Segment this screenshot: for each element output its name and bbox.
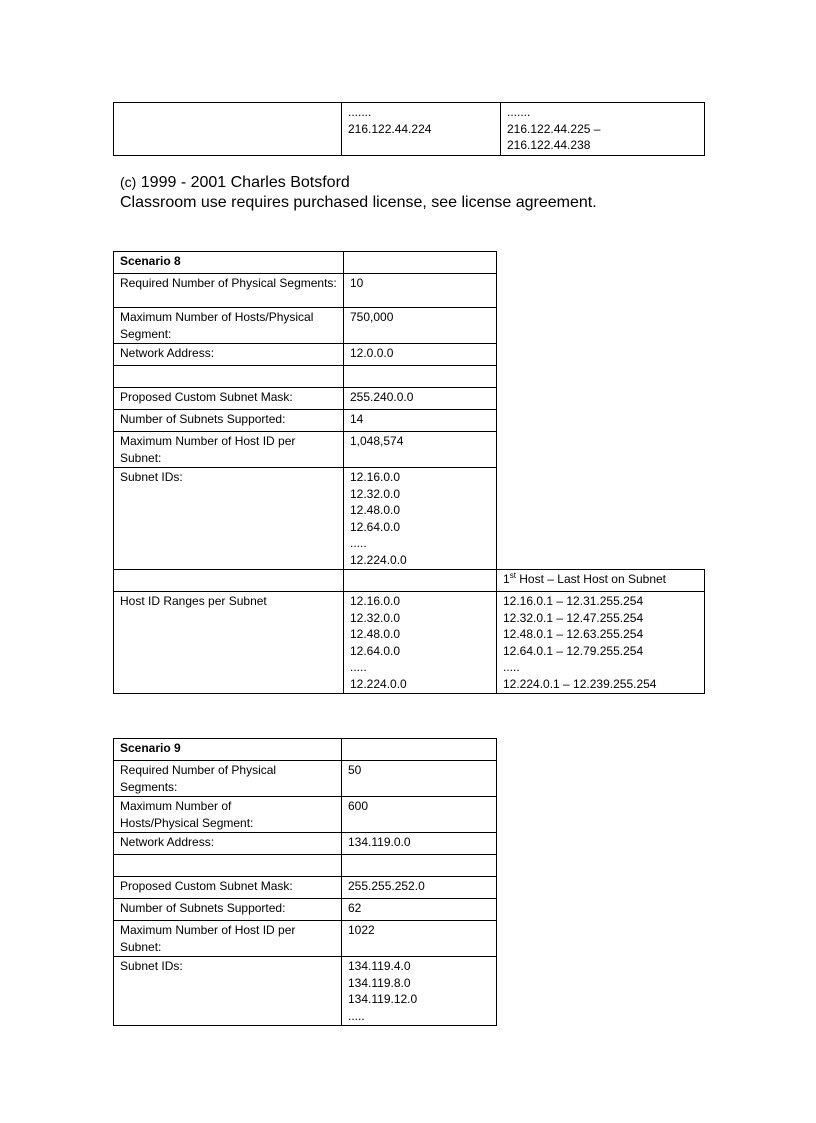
scenario-9-table — [113, 738, 497, 1026]
range-header-text: Host – Last Host on Subnet — [515, 572, 667, 586]
scenario-8-table — [113, 251, 705, 694]
row-value: 255.240.0.0 — [344, 388, 497, 410]
row-value: 12.16.0.0 12.32.0.0 12.48.0.0 12.64.0.0 ..... 12.224.0.0 — [344, 468, 497, 570]
row-label — [114, 366, 344, 388]
row-value: 1022 — [342, 921, 497, 957]
row-label: Subnet IDs: — [114, 468, 344, 570]
top-table-cell-3: ....... 216.122.44.225 – 216.122.44.238 — [501, 103, 705, 156]
scenario-9-title: Scenario 9 — [114, 739, 342, 761]
row-label: Network Address: — [114, 833, 342, 855]
row-label: Maximum Number of Host ID per Subnet: — [114, 432, 344, 468]
scenario-8-blank-area — [497, 252, 705, 570]
row-value: 255.255.252.0 — [342, 877, 497, 899]
range-header-sup: st — [509, 571, 516, 580]
row-value: 12.0.0.0 — [344, 344, 497, 366]
scenario-8-title-value — [344, 252, 497, 274]
row-label: Subnet IDs: — [114, 957, 342, 1026]
row-label: Maximum Number of Hosts/Physical Segment: — [114, 797, 342, 833]
top-continuation-table — [113, 102, 705, 156]
copyright-notice — [120, 172, 597, 213]
row-value: 600 — [342, 797, 497, 833]
row-label: Number of Subnets Supported: — [114, 899, 342, 921]
row-value: 14 — [344, 410, 497, 432]
row-value — [344, 366, 497, 388]
row-value: 1,048,574 — [344, 432, 497, 468]
row-value: 134.119.0.0 — [342, 833, 497, 855]
host-ranges-label: Host ID Ranges per Subnet — [114, 592, 344, 694]
row-label — [114, 855, 342, 877]
row-value — [342, 855, 497, 877]
top-table-cell-2: ....... 216.122.44.224 — [342, 103, 501, 156]
row-value: 62 — [342, 899, 497, 921]
row-value: 134.119.4.0 134.119.8.0 134.119.12.0 ..... — [342, 957, 497, 1026]
range-header — [497, 570, 705, 592]
scenario-9-title-value — [342, 739, 497, 761]
row-label: Network Address: — [114, 344, 344, 366]
row-value: 50 — [342, 761, 497, 797]
row-value: 10 — [344, 274, 497, 308]
row-label: Proposed Custom Subnet Mask: — [114, 877, 342, 899]
copyright-line — [120, 172, 597, 193]
scenario-8-title: Scenario 8 — [114, 252, 344, 274]
host-ranges-values: 12.16.0.1 – 12.31.255.254 12.32.0.1 – 12.47.255.254 12.48.0.1 – 12.63.255.254 12.64.0.1 – 12.79.255.254 ..... 12.224.0.1 – 12.239.255.254 — [497, 592, 705, 694]
row-label: Maximum Number of Hosts/Physical Segment: — [114, 308, 344, 344]
top-table-cell-1 — [114, 103, 342, 156]
copyright-years: 1999 - 2001 Charles Botsford — [136, 174, 350, 191]
range-header-num: 1 — [503, 572, 510, 586]
row-label: Required Number of Physical Segments: — [114, 274, 344, 308]
row-label: Proposed Custom Subnet Mask: — [114, 388, 344, 410]
row-label: Maximum Number of Host ID per Subnet: — [114, 921, 342, 957]
range-header-blank-2 — [344, 570, 497, 592]
row-label: Required Number of Physical Segments: — [114, 761, 342, 797]
range-header-blank-1 — [114, 570, 344, 592]
license-line: Classroom use requires purchased license, see license agreement. — [120, 194, 597, 211]
host-ranges-ids: 12.16.0.0 12.32.0.0 12.48.0.0 12.64.0.0 ..... 12.224.0.0 — [344, 592, 497, 694]
row-label: Number of Subnets Supported: — [114, 410, 344, 432]
copyright-mark: (c) — [120, 174, 137, 190]
row-value: 750,000 — [344, 308, 497, 344]
